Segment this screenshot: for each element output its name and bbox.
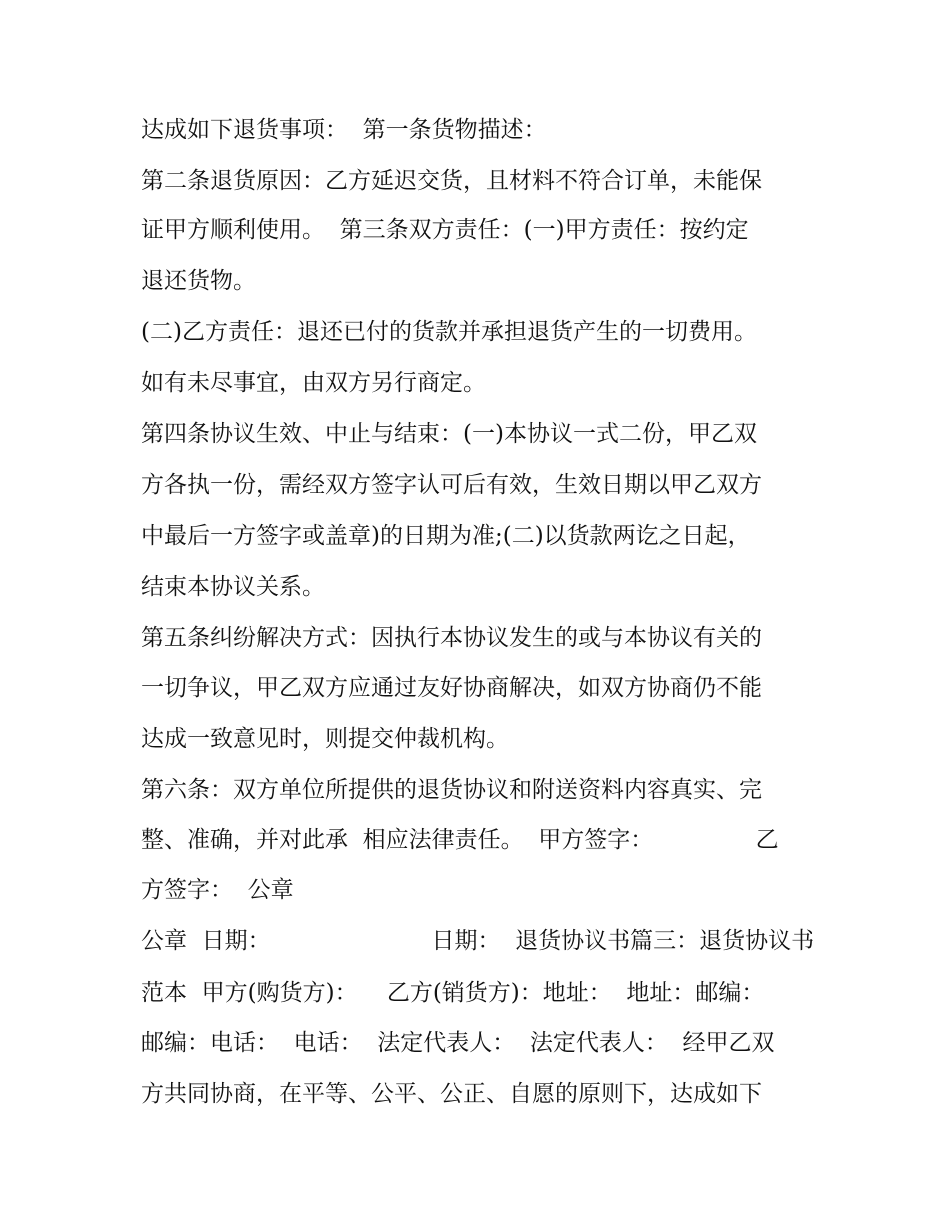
text-line: 整、准确，并对此承 相应法律责任。 甲方签字： 乙 [141, 827, 779, 853]
text-line: 方签字： 公章 [141, 877, 294, 903]
text-line: 达成一致意见时，则提交仲裁机构。 [141, 726, 509, 752]
text-line: 第五条纠纷解决方式：因执行本协议发生的或与本协议有关的 [141, 625, 762, 651]
text-line: 达成如下退货事项： 第一条货物描述： [141, 117, 547, 143]
text-line: 第六条：双方单位所提供的退货协议和附送资料内容真实、完 [141, 777, 762, 803]
text-line: 如有未尽事宜，由双方另行商定。 [141, 370, 486, 396]
text-line: 中最后一方签字或盖章)的日期为准;(二)以货款两讫之日起， [141, 523, 751, 549]
text-line: 第四条协议生效、中止与结束：(一)本协议一式二份，甲乙双 [141, 421, 757, 447]
text-line: 范本 甲方(购货方)： 乙方(销货方)：地址： 地址：邮编： [141, 980, 765, 1006]
text-line: 方共同协商，在平等、公平、公正、自愿的原则下，达成如下 [141, 1081, 762, 1107]
text-line: 公章 日期： 日期： 退货协议书篇三：退货协议书 [141, 928, 815, 954]
text-line: 证甲方顺利使用。 第三条双方责任：(一)甲方责任：按约定 [141, 217, 749, 243]
text-line: 一切争议，甲乙双方应通过友好协商解决，如双方协商仍不能 [141, 675, 762, 701]
text-line: 结束本协议关系。 [141, 574, 325, 600]
text-line: 邮编：电话： 电话： 法定代表人： 法定代表人： 经甲乙双 [141, 1030, 775, 1056]
text-line: 第二条退货原因：乙方延迟交货，且材料不符合订单，未能保 [141, 168, 762, 194]
text-line: (二)乙方责任：退还已付的货款并承担退货产生的一切费用。 [141, 319, 757, 345]
text-line: 退还货物。 [141, 268, 256, 294]
text-line: 方各执一份，需经双方签字认可后有效，生效日期以甲乙双方 [141, 472, 762, 498]
